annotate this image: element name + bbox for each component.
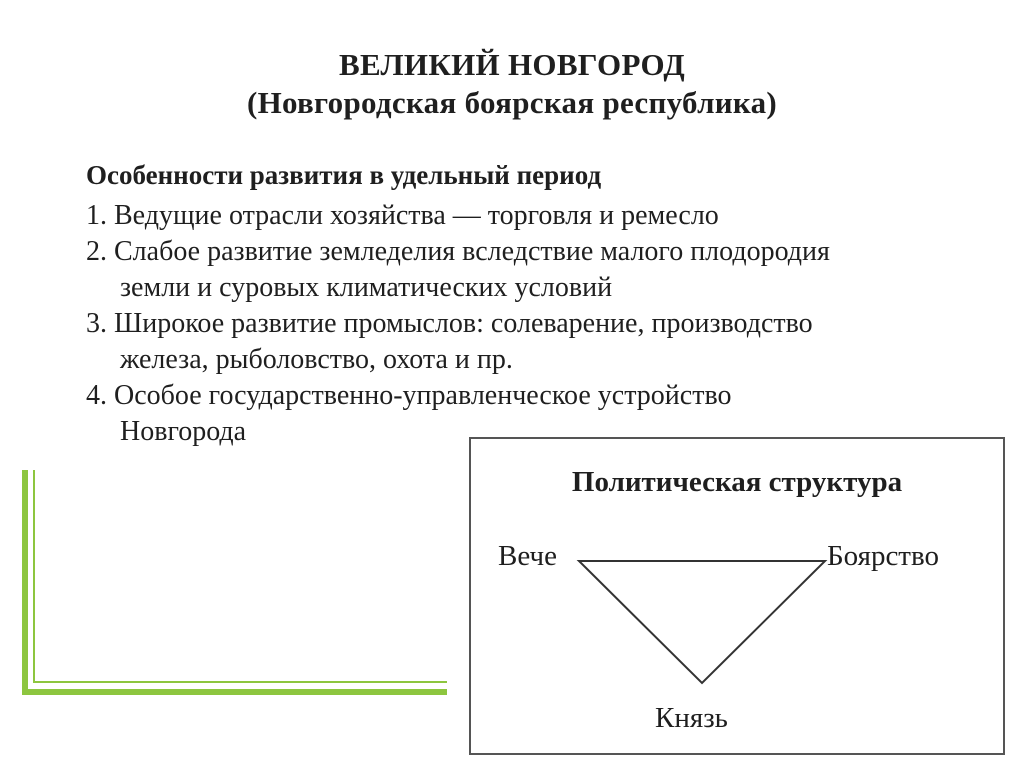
triangle-diagram [471, 439, 1007, 757]
list-item-text-continued: земли и суровых климатических условий [120, 272, 613, 303]
list-item-text-continued: Новгорода [120, 416, 247, 447]
political-structure-diagram [469, 437, 1005, 755]
list-item-text: Особое государственно-управленческое устройство [114, 380, 732, 411]
node-boyars: Боярство [827, 540, 939, 572]
node-prince: Князь [655, 702, 728, 734]
triangle-shape [579, 561, 825, 683]
decorative-bracket-inner-vertical [33, 470, 35, 683]
list-item-number: 4. [86, 380, 107, 411]
list-item-number: 1. [86, 200, 107, 231]
list-item [86, 234, 966, 306]
decorative-bracket-outer-horizontal [22, 689, 447, 695]
decorative-bracket-outer-vertical [22, 470, 28, 695]
list-item [86, 198, 966, 234]
diagram-title: Политическая структура [571, 466, 903, 498]
list-item-number: 2. [86, 236, 107, 267]
features-list [86, 198, 966, 450]
list-item-text-continued: железа, рыболовство, охота и пр. [120, 344, 513, 375]
list-item [86, 306, 966, 378]
decorative-bracket-inner-horizontal [33, 681, 447, 683]
list-item-text: Широкое развитие промыслов: солеварение, производство [114, 308, 813, 339]
node-veche: Вече [498, 540, 557, 572]
features-heading: Особенности развития в удельный период [86, 160, 602, 190]
list-item-text: Ведущие отрасли хозяйства — торговля и ремесло [114, 200, 719, 231]
page-title: ВЕЛИКИЙ НОВГОРОД [338, 47, 686, 82]
page-subtitle: (Новгородская боярская республика) [246, 85, 778, 120]
list-item-text: Слабое развитие земледелия вследствие малого плодородия [114, 236, 830, 267]
list-item-number: 3. [86, 308, 107, 339]
